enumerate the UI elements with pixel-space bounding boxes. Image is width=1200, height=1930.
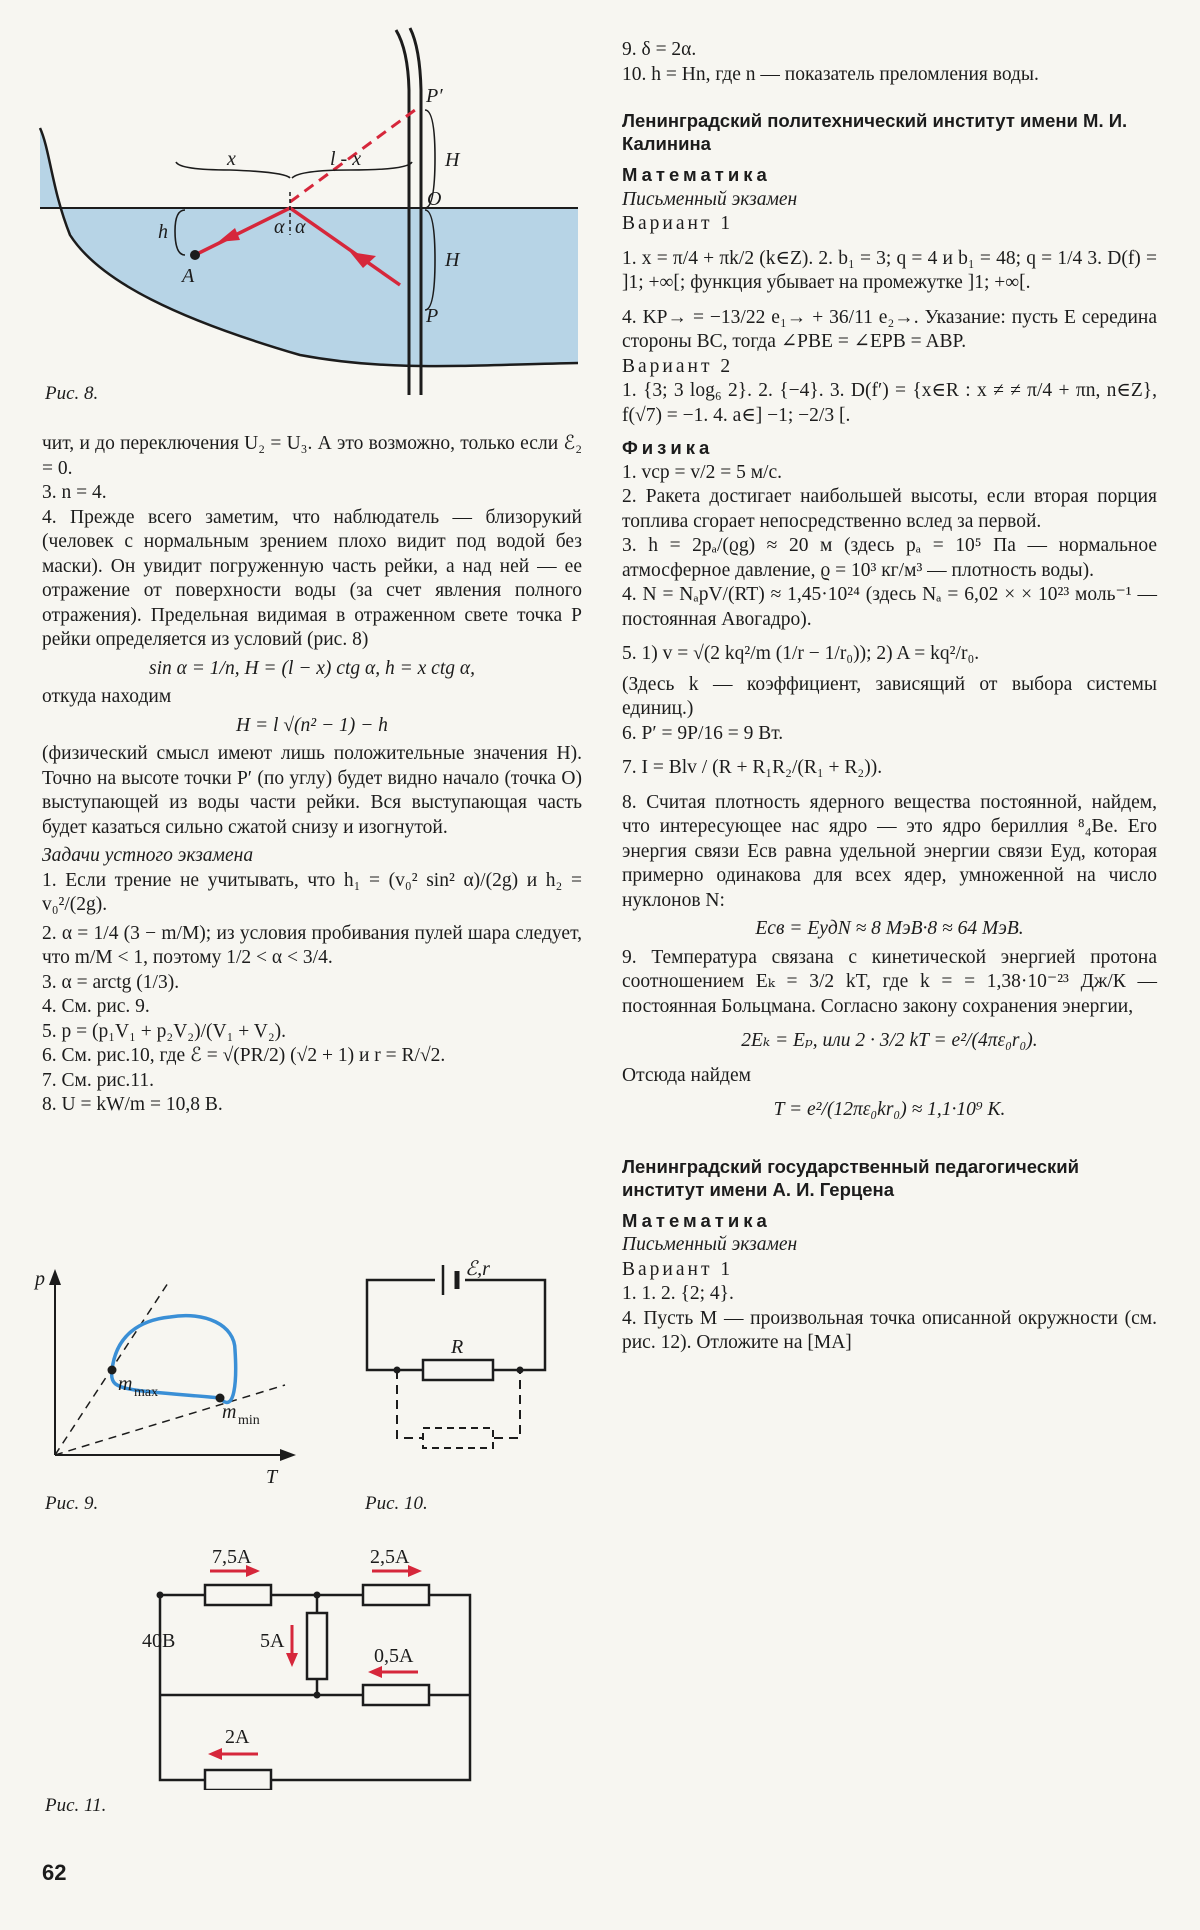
fig11-label-7-5A: 7,5A (212, 1546, 252, 1568)
fig9-axis-T: T (266, 1466, 278, 1488)
written-exam-2: Письменный экзамен (622, 1234, 798, 1255)
figure-8-refraction-diagram (30, 20, 590, 395)
fig8-label-H-lower: H (445, 249, 460, 271)
fig9-caption: Рис. 9. (45, 1493, 99, 1514)
oral-answer-5: 5. p = (p₁V₁ + p₂V₂)/(V₁ + V₂). (42, 1020, 287, 1042)
physics-answer-4: 4. N = NₐpV/(RT) ≈ 1,45·10²⁴ (здесь Nₐ = 6,02 × × 10²³ моль⁻¹ — постоянная Авогадро). (622, 584, 1157, 630)
physics-answer-6: 6. P′ = 9P/16 = 9 Вт. (622, 722, 784, 744)
written-exam-1: Письменный экзамен (622, 188, 798, 210)
physics-answer-5: 5. 1) v = √(2 kq²/m (1/r − 1/r₀)); 2) A = kq²/r₀. (622, 643, 980, 664)
fig11-label-2-5A: 2,5A (370, 1546, 410, 1568)
fig11-label-40B: 40B (142, 1630, 176, 1652)
fig8-caption: Рис. 8. (45, 383, 99, 404)
physics-answer-9-formula: 2Eₖ = Eₚ, или 2 · 3/2 kT = e²/(4πε₀r₀). (741, 1030, 1038, 1051)
subject-physics: Физика (622, 437, 714, 458)
math-variant-2-answers: 1. {3; 3 log₆ 2}. 2. {−4}. 3. D(f′) = {x∈R : x ≠ ≠ π/4 + πn, n∈Z}, f(√7) = −1. 4. a∈] −1; −2/3 [. (622, 380, 1157, 426)
math-variant-1-answer-4: 4. KP→ = −13/22 e₁→ + 36/11 e₂→. Указание: пусть E середина стороны BC, тогда ∠PBE = ∠EPB = ABP. (622, 306, 1157, 352)
left-column (42, 432, 582, 1118)
fig8-label-O: O (427, 188, 442, 210)
formula-H: H = l √(n² − 1) − h (236, 714, 388, 736)
oral-answer-8: 8. U = kW/m = 10,8 В. (42, 1094, 223, 1115)
fig10-caption: Рис. 10. (365, 1493, 428, 1514)
physics-answer-7: 7. I = Blv / (R + R₁R₂/(R₁ + R₂)). (622, 757, 883, 778)
fig8-label-x: x (227, 148, 236, 170)
fig8-label-A: A (182, 265, 195, 287)
answer-9-delta: 9. δ = 2α. (622, 39, 697, 60)
oral-answer-4: 4. См. рис. 9. (42, 996, 150, 1017)
fig8-label-P: P (426, 305, 439, 327)
fig9-axis-p: p (35, 1268, 45, 1290)
oral-exam-heading: Задачи устного экзамена (42, 845, 254, 866)
fig8-label-alpha-1: α (274, 216, 285, 238)
figure-11-circuit (120, 1535, 490, 1790)
fig9-label-mmin-sub: min (238, 1413, 260, 1428)
variant-2-heading: Вариант 2 (622, 355, 734, 377)
oral-answer-2: 2. α = 1/4 (3 − m/M); из условия пробивания пулей шара следует, что m/M < 1, поэтому 1/2 < α < 3/4. (42, 922, 582, 968)
physics-answer-8-formula: Eсв = EудN ≈ 8 МэВ·8 ≈ 64 МэВ. (755, 918, 1024, 939)
math-variant-1-answers: 1. x = π/4 + πk/2 (k∈Z). 2. b₁ = 3; q = 4 и b₁ = 48; q = 1/4 3. D(f) = ]1; +∞[; функция убывает на промежутке ]1; +∞[. (622, 247, 1157, 293)
fig9-label-mmin: m (222, 1401, 237, 1423)
fig10-label-emf-r: ℰ,r (465, 1258, 490, 1280)
subject-math-1: Математика (622, 164, 771, 185)
left-continuation: чит, и до переключения U₂ = U₃. А это возможно, только если ℰ₂ = 0. (42, 433, 582, 479)
institute-heading-herzen: Ленинградский государственный педагогический институт имени А. И. Герцена (622, 1155, 1080, 1200)
text-whence: откуда находим (42, 686, 172, 707)
formula-sin-alpha: sin α = 1/n, H = (l − x) ctg α, h = x ctg α, (149, 657, 475, 679)
fig8-label-P-prime: P′ (426, 85, 443, 107)
oral-answer-6: 6. См. рис.10, где ℰ = √(PR/2) (√2 + 1) и r = R/√2. (42, 1045, 446, 1066)
answer-4-observer: 4. Прежде всего заметим, что наблюдатель — близорукий (человек с нормальным зрением плохо видит под водой без маски). Он увидит погруженную часть рейки, а над ней — ее отражение от поверхности воды (за счет явления полного отражения). Предельная видимая в отраженном свете точка P рейки определяется из условий (рис. 8) (42, 506, 582, 650)
fig8-label-l-minus-x: l - x (330, 148, 362, 170)
answer-3-n: 3. n = 4. (42, 482, 107, 503)
answer-10-h: 10. h = Hn, где n — показатель преломления воды. (622, 63, 1039, 85)
physics-answer-2: 2. Ракета достигает наибольшей высоты, если вторая порция топлива сгорает непосредственно вслед за первой. (622, 486, 1157, 532)
text-hence-find: Отсюда найдем (622, 1064, 751, 1086)
right-column (622, 38, 1157, 1356)
fig8-label-h: h (158, 221, 168, 243)
institute-heading-polytech: Ленинградский политехнический институт имени М. И. Калинина (622, 110, 1128, 154)
physics-answer-1: 1. vср = v/2 = 5 м/с. (622, 461, 782, 483)
physics-answer-9-result: T = e²/(12πε₀kr₀) ≈ 1,1·10⁹ К. (773, 1099, 1006, 1120)
oral-answer-7: 7. См. рис.11. (42, 1069, 154, 1091)
herzen-answers-1-2: 1. 1. 2. {2; 4}. (622, 1283, 734, 1304)
variant-1-heading: Вариант 1 (622, 213, 734, 234)
fig11-label-0-5A: 0,5A (374, 1645, 414, 1667)
fig11-label-5A: 5A (260, 1630, 285, 1652)
herzen-answer-4: 4. Пусть M — произвольная точка описанной окружности (см. рис. 12). Отложите на [MA] (622, 1307, 1157, 1353)
fig9-label-mmax: m (118, 1373, 133, 1395)
physics-answer-8: 8. Считая плотность ядерного вещества постоянной, найдем, что интересующее нас ядро — это ядро бериллия ⁸₄Be. Его энергия связи Eсв равна удельной энергии связи Eуд, которая примерно одинакова для всех ядер, умноженной на число нуклонов N: (622, 791, 1157, 911)
fig11-caption: Рис. 11. (45, 1795, 107, 1816)
fig8-label-alpha-2: α (295, 216, 306, 238)
page-number: 62 (42, 1860, 67, 1885)
fig11-label-2A: 2A (225, 1726, 250, 1748)
physics-answer-3: 3. h = 2pₐ/(ϱg) ≈ 20 м (здесь pₐ = 10⁵ Па — нормальное атмосферное давление, ϱ = 10³ кг/м³ — плотность воды). (622, 535, 1157, 581)
fig8-label-H-upper: H (445, 149, 460, 171)
oral-answer-1: 1. Если трение не учитывать, что h₁ = (v₀² sin² α)/(2g) и h₂ = v₀²/(2g). (42, 869, 582, 915)
figure-10-circuit (355, 1255, 560, 1480)
figure-9-pT-diagram (30, 1265, 300, 1505)
variant-1-heading-herzen: Вариант 1 (622, 1258, 734, 1280)
subject-math-2: Математика (622, 1209, 771, 1231)
physics-answer-9: 9. Температура связана с кинетической энергией протона соотношением Eₖ = 3/2 kT, где k = = 1,38·10⁻²³ Дж/К — постоянная Больцмана. Согласно закону сохранения энергии, (622, 946, 1157, 1017)
answer-4-conclusion: (физический смысл имеют лишь положительные значения H). Точно на высоте точки P′ (по углу) будет видно начало (точка O) выступающей из воды части рейки. Вся выступающая часть будет казаться сильно сжатой снизу и изогнутой. (42, 743, 582, 838)
fig9-label-mmax-sub: max (134, 1385, 159, 1400)
oral-answer-3: 3. α = arctg (1/3). (42, 971, 180, 993)
fig10-label-R: R (451, 1336, 464, 1358)
physics-answer-5-note: (Здесь k — коэффициент, зависящий от выбора системы единиц.) (622, 673, 1157, 719)
